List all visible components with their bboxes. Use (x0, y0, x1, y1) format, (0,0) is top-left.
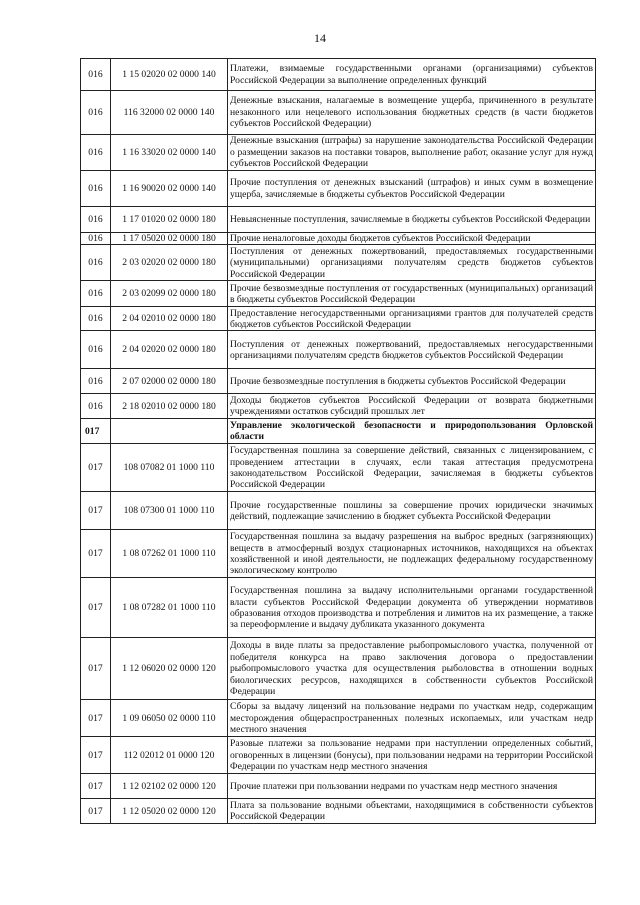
budget-code-cell: 2 07 02000 02 0000 180 (111, 369, 228, 394)
budget-code-cell: 1 17 01020 02 0000 180 (111, 207, 228, 233)
description-cell: Разовые платежи за пользование недрами при наступлении определенных событий, оговоренных в лицензии (бонусы), при пользовании недрами на территории Российской Федерации по участкам недр местного значения (228, 737, 596, 774)
table-row (81, 492, 596, 530)
budget-code-cell: 2 03 02020 02 0000 180 (111, 245, 228, 281)
admin-code-cell: 016 (81, 369, 111, 394)
table-row (81, 638, 596, 700)
admin-code-cell: 016 (81, 59, 111, 91)
admin-code-cell: 017 (81, 700, 111, 737)
table-row (81, 207, 596, 233)
table-row (81, 369, 596, 394)
table-row (81, 774, 596, 799)
budget-code-cell: 1 08 07262 01 1000 110 (111, 530, 228, 578)
admin-code-cell: 016 (81, 245, 111, 281)
table-body (81, 59, 596, 824)
description-cell: Платежи, взимаемые государственными органами (организациями) субъектов Российской Федерации за выполнение определенных функций (228, 59, 596, 91)
description-cell: Государственная пошлина за выдачу исполнительными органами государственной власти субъектов Российской Федерации документа об утверждении нормативов образования отходов производства и потребления и лимитов на их размещение, а также за переоформление и выдачу дубликата указанного документа (228, 578, 596, 638)
description-cell: Предоставление негосударственными организациями грантов для получателей средств бюджетов субъектов Российской Федерации (228, 307, 596, 331)
description-cell: Прочие безвозмездные поступления от государственных (муниципальных) организаций в бюджеты субъектов Российской Федерации (228, 281, 596, 307)
budget-code-cell: 2 18 02010 02 0000 180 (111, 394, 228, 419)
description-cell: Государственная пошлина за совершение действий, связанных с лицензированием, с проведением аттестации в случаях, если такая аттестация предусмотрена законодательством Российской Федерации, зачисляемая в бюджеты субъектов Российской Федерации (228, 444, 596, 492)
description-cell: Денежные взыскания, налагаемые в возмещение ущерба, причиненного в результате незаконного или нецелевого использования бюджетных средств (в части бюджетов субъектов Российской Федерации) (228, 91, 596, 135)
table-row (81, 281, 596, 307)
table-row (81, 245, 596, 281)
budget-code-cell: 116 32000 02 0000 140 (111, 91, 228, 135)
table-row (81, 233, 596, 245)
revenue-codes-table (80, 58, 596, 824)
section-heading-row (81, 419, 596, 444)
admin-code-cell: 017 (81, 419, 111, 444)
budget-code-cell: 112 02012 01 0000 120 (111, 737, 228, 774)
table-row (81, 444, 596, 492)
budget-code-cell: 108 07082 01 1000 110 (111, 444, 228, 492)
budget-code-cell: 2 04 02020 02 0000 180 (111, 331, 228, 369)
admin-code-cell: 016 (81, 207, 111, 233)
budget-code-cell: 1 17 05020 02 0000 180 (111, 233, 228, 245)
description-cell: Сборы за выдачу лицензий на пользование недрами по участкам недр, содержащим месторождения общераспространенных полезных ископаемых, или участкам недр местного значения (228, 700, 596, 737)
table-row (81, 135, 596, 171)
admin-code-cell: 016 (81, 281, 111, 307)
description-cell: Доходы в виде платы за предоставление рыбопромыслового участка, полученной от победителя конкурса на право заключения договора о предоставлении рыбопромыслового участка для осуществления рыболовства в отношении водных биологических ресурсов, находящихся в собственности субъектов Российской Федерации (228, 638, 596, 700)
budget-code-cell: 1 16 33020 02 0000 140 (111, 135, 228, 171)
budget-code-cell: 108 07300 01 1000 110 (111, 492, 228, 530)
description-cell: Поступления от денежных пожертвований, предоставляемых негосударственными организациями получателям средств бюджетов субъектов Российской Федерации (228, 331, 596, 369)
table-row (81, 307, 596, 331)
admin-code-cell: 016 (81, 233, 111, 245)
page-number: 14 (314, 31, 326, 45)
budget-code-cell: 2 03 02099 02 0000 180 (111, 281, 228, 307)
description-cell: Невыясненные поступления, зачисляемые в бюджеты субъектов Российской Федерации (228, 207, 596, 233)
description-cell: Прочие поступления от денежных взысканий (штрафов) и иных сумм в возмещение ущерба, зачисляемые в бюджеты субъектов Российской Федерации (228, 171, 596, 207)
table-row (81, 700, 596, 737)
budget-code-cell: 1 16 90020 02 0000 140 (111, 171, 228, 207)
description-cell: Плата за пользование водными объектами, находящимися в собственности субъектов Российской Федерации (228, 799, 596, 824)
table-row (81, 394, 596, 419)
admin-code-cell: 017 (81, 774, 111, 799)
admin-code-cell: 017 (81, 444, 111, 492)
section-heading: Управление экологической безопасности и природопользования Орловской области (228, 419, 596, 444)
table-row (81, 59, 596, 91)
admin-code-cell: 016 (81, 331, 111, 369)
admin-code-cell: 017 (81, 530, 111, 578)
admin-code-cell: 017 (81, 492, 111, 530)
budget-code-cell: 1 09 06050 02 0000 110 (111, 700, 228, 737)
description-cell: Поступления от денежных пожертвований, предоставляемых государственными (муниципальными) организациями получателям средств бюджетов субъектов Российской Федерации (228, 245, 596, 281)
budget-code-cell: 1 12 05020 02 0000 120 (111, 799, 228, 824)
admin-code-cell: 017 (81, 799, 111, 824)
description-cell: Прочие платежи при пользовании недрами по участкам недр местного значения (228, 774, 596, 799)
budget-code-cell: 1 15 02020 02 0000 140 (111, 59, 228, 91)
table-row (81, 799, 596, 824)
description-cell: Прочие неналоговые доходы бюджетов субъектов Российской Федерации (228, 233, 596, 245)
budget-code-cell (111, 419, 228, 444)
admin-code-cell: 017 (81, 737, 111, 774)
description-cell: Денежные взыскания (штрафы) за нарушение законодательства Российской Федерации о размещении заказов на поставки товаров, выполнение работ, оказание услуг для нужд субъектов Российской Федерации (228, 135, 596, 171)
table-row (81, 578, 596, 638)
table-row (81, 91, 596, 135)
description-cell: Прочие государственные пошлины за совершение прочих юридически значимых действий, подлежащие зачислению в бюджет субъекта Российской Федерации (228, 492, 596, 530)
budget-code-cell: 1 08 07282 01 1000 110 (111, 578, 228, 638)
admin-code-cell: 016 (81, 171, 111, 207)
table-row (81, 171, 596, 207)
description-cell: Доходы бюджетов субъектов Российской Федерации от возврата бюджетными учреждениями остатков субсидий прошлых лет (228, 394, 596, 419)
table-row (81, 737, 596, 774)
admin-code-cell: 016 (81, 135, 111, 171)
admin-code-cell: 017 (81, 638, 111, 700)
description-cell: Государственная пошлина за выдачу разрешения на выброс вредных (загрязняющих) веществ в атмосферный воздух стационарных источников, находящихся на объектах хозяйственной и иной деятельности, не подлежащих федеральному государственному экологическому контролю (228, 530, 596, 578)
table-row (81, 331, 596, 369)
admin-code-cell: 017 (81, 578, 111, 638)
budget-code-cell: 1 12 02102 02 0000 120 (111, 774, 228, 799)
description-cell: Прочие безвозмездные поступления в бюджеты субъектов Российской Федерации (228, 369, 596, 394)
admin-code-cell: 016 (81, 91, 111, 135)
admin-code-cell: 016 (81, 394, 111, 419)
table-row (81, 530, 596, 578)
admin-code-cell: 016 (81, 307, 111, 331)
budget-code-cell: 2 04 02010 02 0000 180 (111, 307, 228, 331)
budget-code-cell: 1 12 06020 02 0000 120 (111, 638, 228, 700)
